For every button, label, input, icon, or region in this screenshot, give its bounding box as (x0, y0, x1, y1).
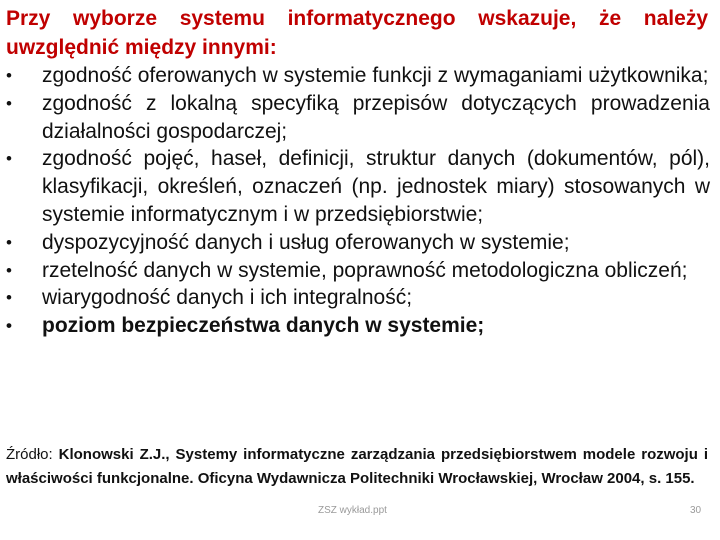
source-label: Źródło: (6, 446, 53, 463)
bullet-list (0, 62, 710, 340)
bullet-icon: • (6, 66, 12, 85)
footer-text: ZSZ wykład.ppt (318, 505, 387, 516)
bullet-icon: • (6, 260, 12, 280)
list-item-text: zgodność oferowanych w systemie funkcji z wymaganiami użytkownika; (42, 64, 709, 87)
bullet-icon: • (6, 288, 12, 308)
slide-heading: Przy wyborze systemu informatycznego wskazuje, że należy uwzględnić między innymi: (6, 7, 708, 59)
list-item-text: zgodność pojęć, haseł, definicji, struktur danych (dokumentów, pól), klasyfikacji, określeń, oznaczeń (np. jednostek miary) stosowanych w systemie informatycznym i w przedsiębiorstwie; (42, 147, 710, 226)
bullet-icon: • (6, 93, 12, 113)
bullet-icon: • (6, 149, 12, 169)
list-item (0, 257, 710, 285)
list-item (0, 312, 710, 340)
list-item (0, 62, 710, 90)
source-text: Klonowski Z.J., Systemy informatyczne zarządzania przedsiębiorstwem modele rozwoju i właściwości funkcjonalne. Oficyna Wydawnicza Politechniki Wrocławskiej, Wrocław 2004, s. 155. (6, 446, 708, 487)
list-item (0, 145, 710, 228)
list-item (0, 90, 710, 146)
source-citation (6, 443, 708, 491)
list-item (0, 284, 710, 312)
list-item-text: rzetelność danych w systemie, poprawność metodologiczna obliczeń; (42, 258, 688, 282)
bullet-icon: • (6, 316, 12, 336)
bullet-icon: • (6, 232, 12, 252)
list-item-text: dyspozycyjność danych i usług oferowanych w systemie; (42, 230, 570, 254)
list-item-text: poziom bezpieczeństwa danych w systemie; (42, 314, 485, 338)
list-item (0, 229, 710, 257)
list-item-text: zgodność z lokalną specyfiką przepisów dotyczących prowadzenia działalności gospodarczej; (42, 91, 710, 143)
list-item-text: wiarygodność danych i ich integralność; (42, 286, 413, 310)
page-number: 30 (690, 505, 702, 516)
